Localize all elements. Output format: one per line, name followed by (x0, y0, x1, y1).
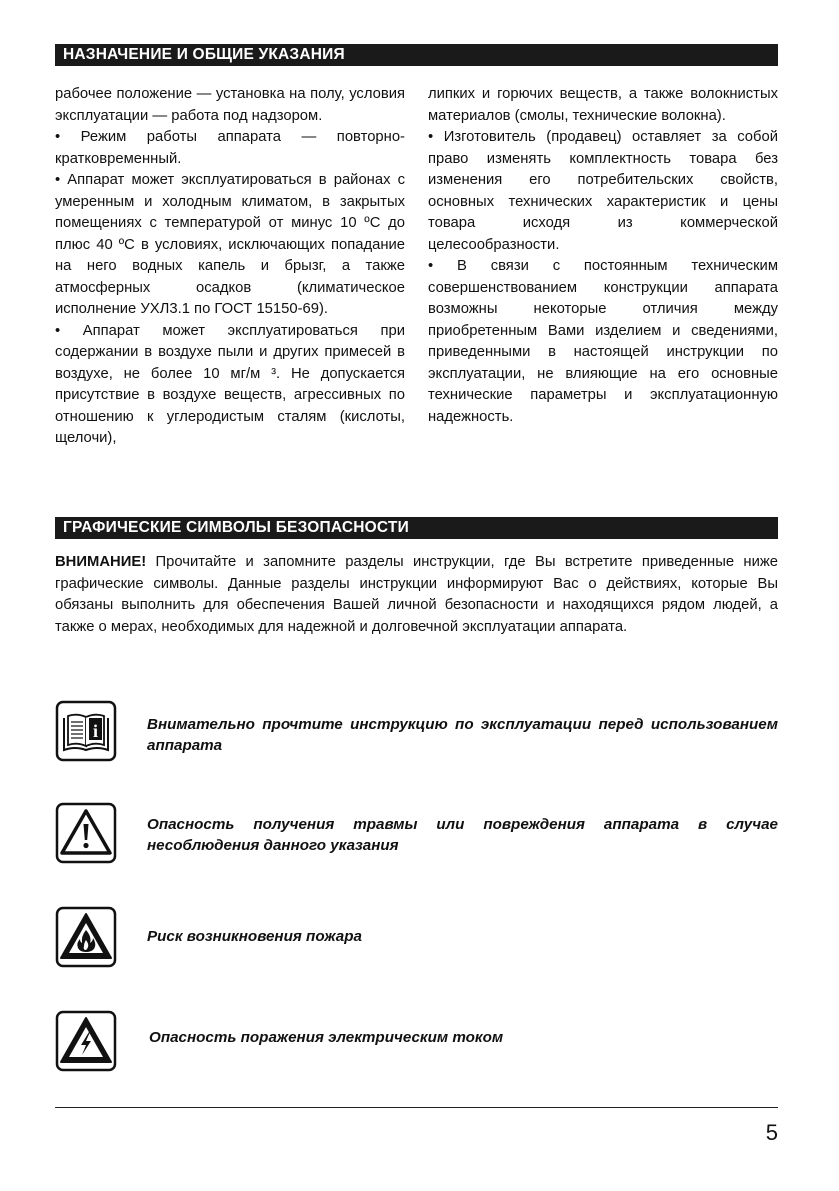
paragraph: • В связи с постоянным техническим совершенствованием конструкции аппарата возможны некоторые отличия между приобретенным Вами изделием и сведениями, приведенными в настоящей инструкции по эксплуатации, не влияющие на его основные технические параметры и эксплуатационную надежность. (428, 258, 778, 425)
paragraph: • Аппарат может эксплуатироваться в районах с умеренным и холодным климатом, в закрытых помещениях с температурой от минус 10 ºС до плюс 40 ºС в условиях, исключающих попадание на него водных капель и брызг, а также атмосферных осадков (климатическое исполнение УХЛ3.1 по ГОСТ 15150-69). (55, 172, 405, 317)
symbol-row-manual (55, 700, 778, 764)
paragraph: липких и горючих веществ, а также волокнистых материалов (смолы, технические волокна). (428, 86, 778, 124)
symbol-text: Внимательно прочтите инструкцию по эксплуатации перед использованием аппарата (147, 716, 778, 754)
page-number: 5 (765, 1120, 778, 1145)
symbol-text: Риск возникновения пожара (147, 928, 362, 945)
left-column (55, 84, 405, 450)
symbol-row-warning (55, 802, 778, 866)
intro-paragraph (55, 552, 778, 638)
intro-text: Прочитайте и запомните разделы инструкции, где Вы встретите приведенные ниже графические символы. Данные разделы инструкции информируют Вас о действиях, которые Вы обязаны выполнить для обеспечения Вашей личной безопасности и находящихся рядом людей, а также о мерах, необходимых для надежной и долговечной эксплуатации аппарата. (55, 554, 778, 635)
attention-lead: ВНИМАНИЕ! (55, 554, 147, 570)
section-title-general: НАЗНАЧЕНИЕ И ОБЩИЕ УКАЗАНИЯ (55, 44, 778, 66)
svg-text:i: i (92, 721, 99, 741)
symbol-row-fire (55, 906, 778, 970)
paragraph: • Изготовитель (продавец) оставляет за собой право изменять комплектность товара без изменения его потребительских свойств, основных технических характеристик и цены товара исходя из коммерческой целесообразности. (428, 129, 778, 253)
symbol-row-electric (55, 1010, 778, 1074)
paragraph: рабочее положение — установка на полу, условия эксплуатации — работа под надзором. (55, 86, 405, 124)
right-column (428, 84, 778, 428)
paragraph: • Режим работы аппарата — повторно-кратковременный. (55, 129, 405, 167)
section-title-symbols: ГРАФИЧЕСКИЕ СИМВОЛЫ БЕЗОПАСНОСТИ (55, 517, 778, 539)
paragraph: • Аппарат может эксплуатироваться при содержании в воздухе пыли и других примесей в воздухе, не более 10 мг/м ³. Не допускается присутствие в воздухе веществ, агрессивных по отношению к углеродистым сталям (кислоты, щелочи), (55, 322, 405, 446)
footer-divider (55, 1107, 778, 1108)
symbol-text: Опасность поражения электрическим током (149, 1029, 504, 1046)
electric-shock-icon (55, 1010, 117, 1072)
fire-hazard-icon (55, 906, 117, 968)
warning-icon (55, 802, 117, 864)
symbol-text: Опасность получения травмы или повреждения аппарата в случае несоблюдения данного указания (147, 816, 778, 854)
read-manual-icon (55, 700, 117, 762)
